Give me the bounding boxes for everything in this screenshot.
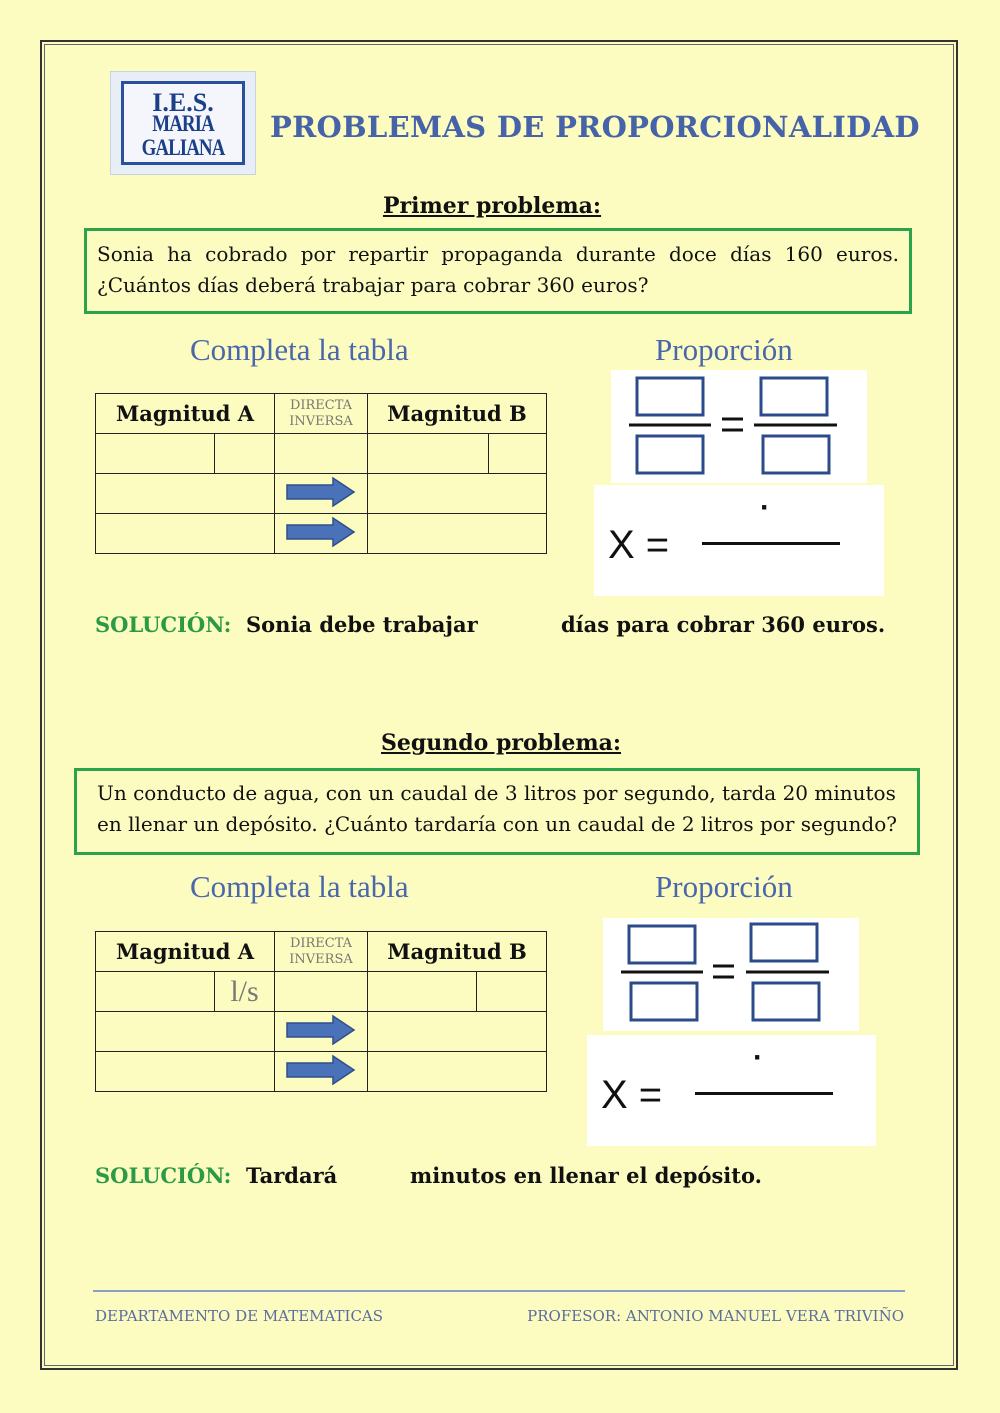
- logo-line-2: MARIA GALIANA: [141, 111, 225, 161]
- input-cell-unit-b[interactable]: [489, 434, 547, 474]
- arrow-cell: [275, 474, 368, 514]
- proportion-input-bottom-right[interactable]: [763, 437, 829, 474]
- problem-2-solution-text-after: minutos en llenar el depósito.: [410, 1163, 762, 1188]
- formula-dot: ·: [753, 1041, 763, 1074]
- problem-1-formula-panel: [594, 485, 884, 596]
- problem-2-statement-box: [74, 768, 920, 855]
- problem-2-solution-input[interactable]: [348, 1159, 406, 1191]
- formula-fraction-bar: [695, 1092, 833, 1095]
- proportion-input-top-left[interactable]: [629, 926, 695, 963]
- arrow-right-icon: [285, 476, 357, 508]
- input-cell-a-value-2[interactable]: [96, 514, 275, 554]
- unit-label-liters-per-second: l/s: [215, 972, 275, 1012]
- problem-1-table-heading: Completa la tabla: [190, 332, 409, 367]
- problem-2-table-heading: Completa la tabla: [190, 869, 409, 904]
- footer-divider: [93, 1290, 905, 1292]
- input-cell-magnitude-a[interactable]: [96, 972, 215, 1012]
- input-cell-magnitude-b[interactable]: [368, 972, 477, 1012]
- label-inversa: INVERSA: [289, 413, 353, 429]
- arrow-right-icon: [285, 1054, 357, 1086]
- table-header-direct-inverse: [275, 394, 368, 434]
- problem-1-solution-text-after: días para cobrar 360 euros.: [561, 612, 886, 637]
- table-header-magnitude-a: Magnitud A: [96, 394, 275, 434]
- proportion-input-bottom-left[interactable]: [631, 983, 697, 1020]
- input-cell-unit-a[interactable]: [215, 434, 275, 474]
- problem-1-heading: Primer problema:: [383, 193, 602, 219]
- formula-fraction-bar: [702, 542, 840, 545]
- input-cell-b-value-1[interactable]: [368, 1012, 547, 1052]
- problem-2-solution-label: SOLUCIÓN:: [95, 1163, 232, 1188]
- problem-2-solution-text-before: Tardará: [246, 1163, 338, 1188]
- arrow-cell: [275, 1012, 368, 1052]
- proportion-input-bottom-left[interactable]: [637, 437, 703, 474]
- arrow-right-icon: [285, 516, 357, 548]
- label-directa: DIRECTA: [289, 935, 353, 951]
- input-cell-a-value-1[interactable]: [96, 1012, 275, 1052]
- table-header-magnitude-b: Magnitud B: [368, 394, 547, 434]
- formula-x-label: X =: [601, 1073, 663, 1117]
- page-title: PROBLEMAS DE PROPORCIONALIDAD: [270, 110, 920, 144]
- input-cell-magnitude-b[interactable]: [368, 434, 489, 474]
- input-cell-magnitude-a[interactable]: [96, 434, 215, 474]
- label-inversa: INVERSA: [289, 951, 353, 967]
- input-cell-relation[interactable]: [275, 972, 368, 1012]
- problem-1-statement: Sonia ha cobrado por repartir propaganda durante doce días 160 euros. ¿Cuántos días deberá trabajar para cobrar 360 euros?: [97, 242, 899, 297]
- problem-2-table: [95, 931, 547, 1092]
- problem-1-statement-box: [84, 228, 912, 314]
- input-cell-b-value-2[interactable]: [368, 514, 547, 554]
- input-cell-a-value-1[interactable]: [96, 474, 275, 514]
- problem-2-formula-panel: [587, 1035, 876, 1146]
- problem-1-table: [95, 393, 547, 554]
- input-cell-b-value-2[interactable]: [368, 1052, 547, 1092]
- formula-dot: ·: [760, 491, 770, 524]
- input-cell-b-value-1[interactable]: [368, 474, 547, 514]
- table-header-magnitude-b: Magnitud B: [368, 932, 547, 972]
- proportion-input-bottom-right[interactable]: [753, 983, 819, 1020]
- proportion-input-top-right[interactable]: [751, 924, 817, 961]
- input-cell-relation[interactable]: [275, 434, 368, 474]
- label-directa: DIRECTA: [289, 397, 353, 413]
- footer-teacher: PROFESOR: ANTONIO MANUEL VERA TRIVIÑO: [527, 1307, 904, 1325]
- problem-1-solution-text-before: Sonia debe trabajar: [246, 612, 478, 637]
- proportion-input-top-right[interactable]: [761, 380, 821, 418]
- input-cell-a-value-2[interactable]: [96, 1052, 275, 1092]
- problem-2-heading: Segundo problema:: [381, 730, 622, 756]
- problem-1-proportion-heading: Proporción: [655, 332, 793, 367]
- proportion-input-top-left[interactable]: [611, 380, 666, 418]
- footer-department: DEPARTAMENTO DE MATEMATICAS: [95, 1307, 384, 1325]
- problem-2-statement: Un conducto de agua, con un caudal de 3 litros por segundo, tarda 20 minutos en llenar un depósito. ¿Cuánto tardaría con un caudal de 2 litros por segundo?: [97, 781, 897, 836]
- arrow-right-icon: [285, 1014, 357, 1046]
- arrow-cell: [275, 514, 368, 554]
- table-header-direct-inverse: [275, 932, 368, 972]
- formula-x-label: X =: [608, 523, 670, 567]
- school-logo-sign: [121, 81, 245, 165]
- arrow-cell: [275, 1052, 368, 1092]
- problem-2-proportion-heading: Proporción: [655, 869, 793, 904]
- problem-1-solution-input[interactable]: [490, 608, 556, 640]
- table-header-magnitude-a: Magnitud A: [96, 932, 275, 972]
- logo-line-1: I.E.S.: [152, 88, 214, 118]
- problem-1-solution-label-color: SOLUCIÓN:: [95, 612, 232, 637]
- input-cell-unit-b[interactable]: [477, 972, 547, 1012]
- school-logo: [110, 71, 256, 175]
